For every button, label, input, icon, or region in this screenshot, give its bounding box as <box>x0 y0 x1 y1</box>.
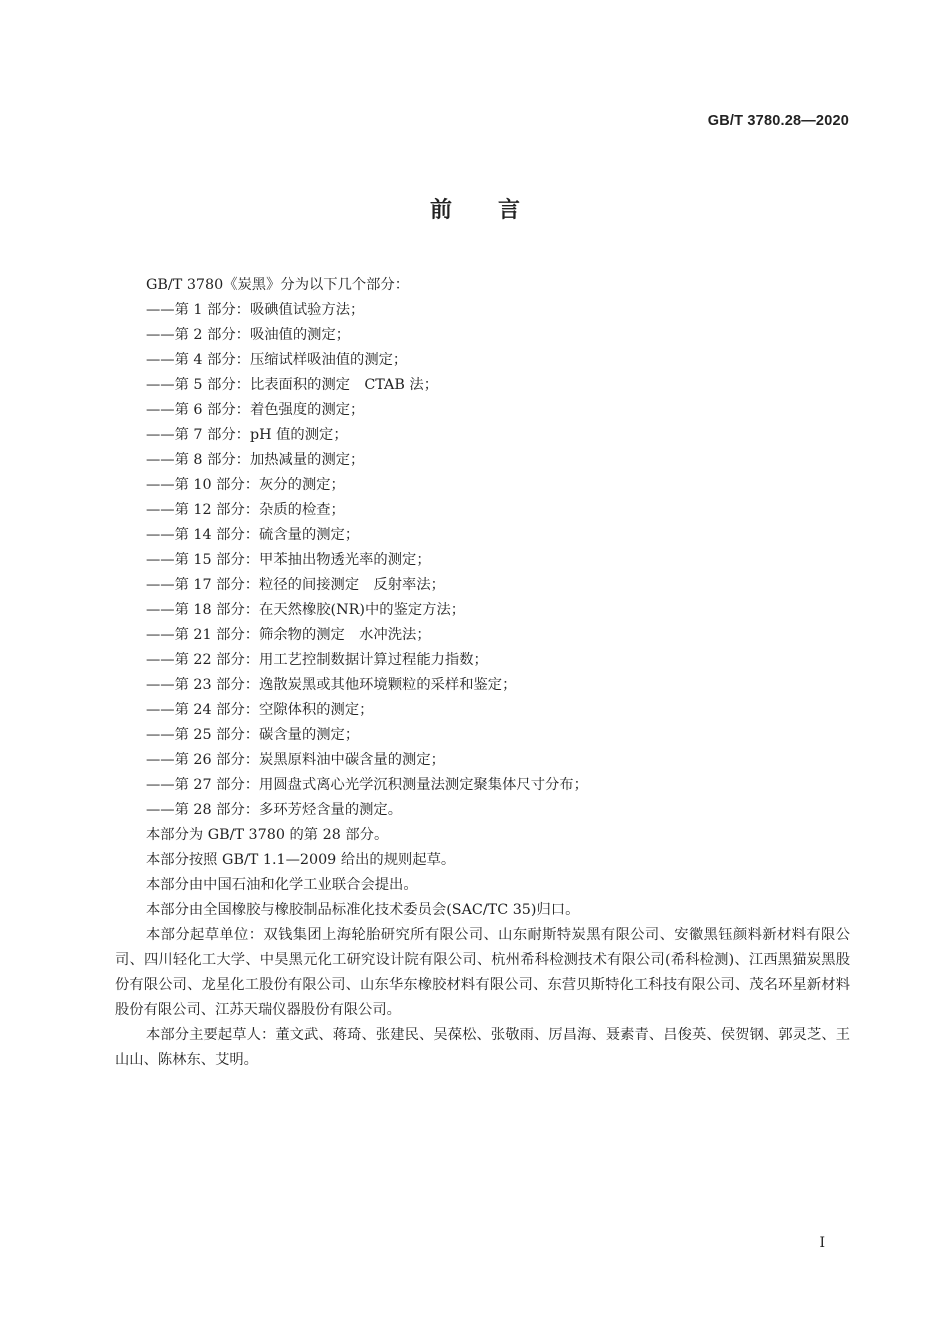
title-char-2: 言 <box>498 198 521 223</box>
drafting-units-paragraph: 本部分起草单位：双钱集团上海轮胎研究所有限公司、山东耐斯特炭黑有限公司、安徽黑钰颜料新材料有限公司、四川轻化工大学、中昊黑元化工研究设计院有限公司、杭州希科检测技术有限公司(希科检测)、江西黑猫炭黑股份有限公司、龙星化工股份有限公司、山东华东橡胶材料有限公司、东营贝斯特化工科技有限公司、茂名环星新材料股份有限公司、江苏天瑞仪器股份有限公司。 <box>115 927 850 1018</box>
intro-line: GB/T 3780《炭黑》分为以下几个部分： <box>146 277 410 293</box>
list-item: ——第 14 部分：硫含量的测定； <box>146 527 360 543</box>
list-item: ——第 12 部分：杂质的检查； <box>146 502 345 518</box>
list-item: ——第 7 部分：pH 值的测定； <box>146 427 348 443</box>
list-item: ——第 6 部分：着色强度的测定； <box>146 402 365 418</box>
list-item: ——第 21 部分：筛余物的测定 水冲洗法； <box>146 627 431 643</box>
list-item: ——第 18 部分：在天然橡胶(NR)中的鉴定方法； <box>146 602 466 618</box>
list-item: ——第 26 部分：炭黑原料油中碳含量的测定； <box>146 752 445 768</box>
list-item: ——第 17 部分：粒径的间接测定 反射率法； <box>146 577 445 593</box>
title-char-1: 前 <box>429 198 452 223</box>
list-item: ——第 10 部分：灰分的测定； <box>146 477 345 493</box>
parts-list <box>115 298 850 823</box>
list-item: ——第 23 部分：逸散炭黑或其他环境颗粒的采样和鉴定； <box>146 677 517 693</box>
page-number: I <box>819 1235 825 1251</box>
statement-line: 本部分由中国石油和化学工业联合会提出。 <box>146 877 418 893</box>
list-item: ——第 24 部分：空隙体积的测定； <box>146 702 374 718</box>
statement-line: 本部分按照 GB/T 1.1—2009 给出的规则起草。 <box>146 852 456 868</box>
list-item: ——第 1 部分：吸碘值试验方法； <box>146 302 365 318</box>
list-item: ——第 27 部分：用圆盘式离心光学沉积测量法测定聚集体尺寸分布； <box>146 777 588 793</box>
statement-line: 本部分由全国橡胶与橡胶制品标准化技术委员会(SAC/TC 35)归口。 <box>146 902 580 918</box>
list-item: ——第 15 部分：甲苯抽出物透光率的测定； <box>146 552 431 568</box>
list-item: ——第 2 部分：吸油值的测定； <box>146 327 351 343</box>
list-item: ——第 28 部分：多环芳烃含量的测定。 <box>146 802 403 818</box>
list-item: ——第 5 部分：比表面积的测定 CTAB 法； <box>146 377 439 393</box>
list-item: ——第 25 部分：碳含量的测定； <box>146 727 360 743</box>
list-item: ——第 8 部分：加热减量的测定； <box>146 452 365 468</box>
document-body <box>115 273 850 1073</box>
page-title <box>0 193 950 224</box>
list-item: ——第 22 部分：用工艺控制数据计算过程能力指数； <box>146 652 488 668</box>
drafters-paragraph: 本部分主要起草人：董文武、蒋琦、张建民、吴葆松、张敬雨、厉昌海、聂素青、吕俊英、侯贺钢、郭灵芝、王山山、陈林东、艾明。 <box>115 1027 850 1068</box>
standard-code: GB/T 3780.28—2020 <box>707 113 849 129</box>
statement-line: 本部分为 GB/T 3780 的第 28 部分。 <box>146 827 389 843</box>
list-item: ——第 4 部分：压缩试样吸油值的测定； <box>146 352 408 368</box>
